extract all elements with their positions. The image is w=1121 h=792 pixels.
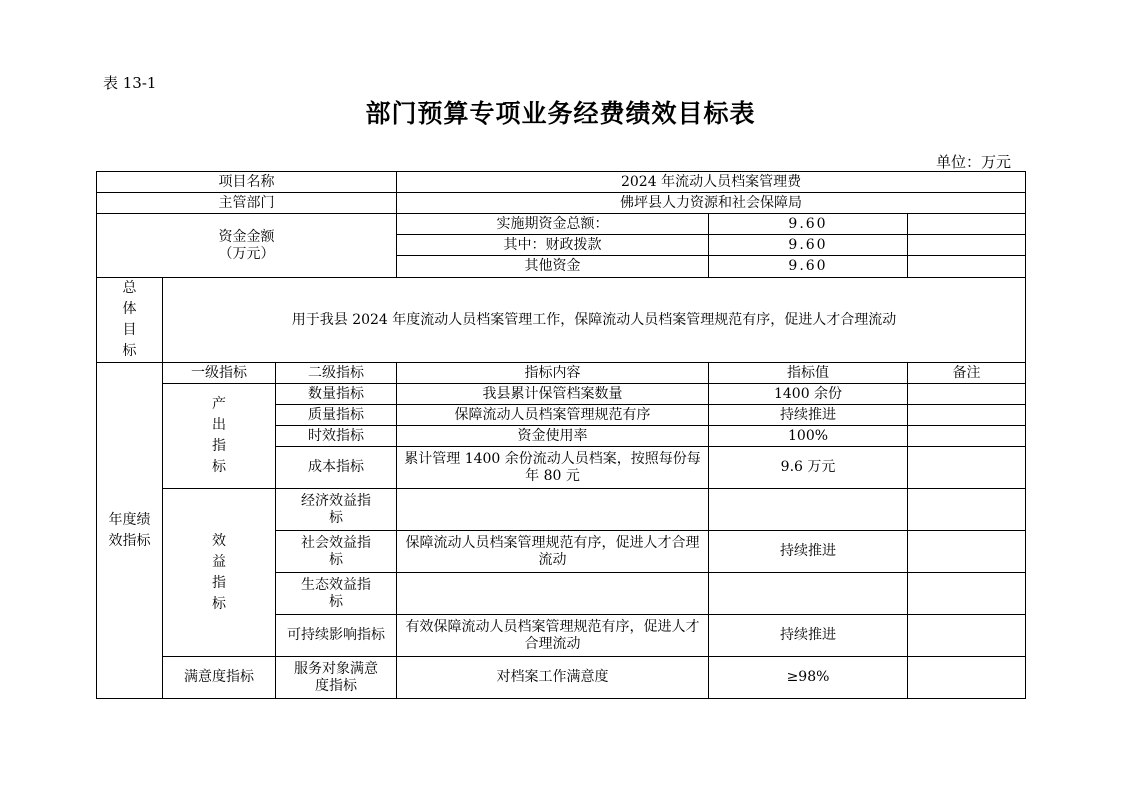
benefit-remark (908, 531, 1026, 573)
annual-label: 年度绩效指标 (108, 511, 151, 549)
satisfaction-value: ≥98% (709, 657, 908, 699)
satisfaction-content: 对档案工作满意度 (397, 657, 709, 699)
goal-row (97, 278, 1026, 363)
goal-label: 总体目标 (122, 280, 137, 359)
header-value: 指标值 (709, 363, 908, 384)
benefit-value: 持续推进 (709, 615, 908, 657)
goal-text: 用于我县 2024 年度流动人员档案管理工作，保障流动人员档案管理规范有序，促进人才合理流动 (163, 278, 1026, 363)
funds-other-label: 其他资金 (397, 256, 709, 278)
output-level2: 时效指标 (276, 426, 397, 447)
output-value: 100% (709, 426, 908, 447)
satisfaction-level2 (276, 657, 397, 699)
header-level2: 二级指标 (276, 363, 397, 384)
benefit-content (397, 573, 709, 615)
benefit-remark (908, 573, 1026, 615)
benefit-level2-text: 社会效益指标 (301, 534, 371, 568)
funds-total-value: 9.60 (709, 214, 908, 235)
funds-fiscal-label: 其中：财政拨款 (397, 235, 709, 256)
satisfaction-row (97, 657, 1026, 699)
funds-fiscal-blank (908, 235, 1026, 256)
output-content: 保障流动人员档案管理规范有序 (397, 405, 709, 426)
project-name-row (97, 172, 1026, 193)
dept-row (97, 193, 1026, 214)
funds-label: 资金金额 (218, 228, 275, 245)
funds-total-label: 实施期资金总额： (397, 214, 709, 235)
output-content: 累计管理 1400 余份流动人员档案，按照每份每年 80 元 (397, 447, 709, 489)
funds-label-cell (97, 214, 397, 278)
annual-label-cell (97, 363, 163, 699)
output-value: 持续推进 (709, 405, 908, 426)
output-remark (908, 405, 1026, 426)
performance-table (96, 171, 1026, 699)
benefit-value: 持续推进 (709, 531, 908, 573)
project-name-value: 2024 年流动人员档案管理费 (397, 172, 1026, 193)
benefit-content: 有效保障流动人员档案管理规范有序，促进人才合理流动 (397, 615, 709, 657)
benefit-remark (908, 489, 1026, 531)
output-row-quantity (97, 384, 1026, 405)
satisfaction-label: 满意度指标 (163, 657, 276, 699)
benefit-level2 (276, 573, 397, 615)
benefit-level2-text: 经济效益指标 (301, 492, 371, 526)
output-remark (908, 384, 1026, 405)
output-content: 我县累计保管档案数量 (397, 384, 709, 405)
header-remark: 备注 (908, 363, 1026, 384)
benefit-remark (908, 615, 1026, 657)
output-level2: 成本指标 (276, 447, 397, 489)
funds-label-unit: （万元） (218, 245, 275, 262)
output-remark (908, 426, 1026, 447)
funds-fiscal-value: 9.60 (709, 235, 908, 256)
output-label-cell (163, 384, 276, 489)
dept-label: 主管部门 (97, 193, 397, 214)
output-level2: 质量指标 (276, 405, 397, 426)
output-level2: 数量指标 (276, 384, 397, 405)
satisfaction-remark (908, 657, 1026, 699)
table-number: 表 13-1 (103, 74, 157, 92)
output-value: 9.6 万元 (709, 447, 908, 489)
funds-other-blank (908, 256, 1026, 278)
indicator-header-row (97, 363, 1026, 384)
benefit-label: 效益指标 (212, 532, 226, 612)
unit-label: 单位：万元 (936, 153, 1012, 171)
benefit-content: 保障流动人员档案管理规范有序，促进人才合理流动 (397, 531, 709, 573)
page-title: 部门预算专项业务经费绩效目标表 (365, 99, 756, 128)
goal-label-cell (97, 278, 163, 363)
benefit-value (709, 489, 908, 531)
benefit-level2-text: 生态效益指标 (301, 576, 371, 610)
benefit-row-economic (97, 489, 1026, 531)
satisfaction-level2-text: 服务对象满意度指标 (294, 660, 378, 694)
output-remark (908, 447, 1026, 489)
benefit-level2 (276, 615, 397, 657)
funds-total-blank (908, 214, 1026, 235)
benefit-level2 (276, 531, 397, 573)
benefit-label-cell (163, 489, 276, 657)
project-name-label: 项目名称 (97, 172, 397, 193)
header-content: 指标内容 (397, 363, 709, 384)
output-value: 1400 余份 (709, 384, 908, 405)
funds-total-row (97, 214, 1026, 235)
benefit-level2 (276, 489, 397, 531)
header-level1: 一级指标 (163, 363, 276, 384)
benefit-level2-text: 可持续影响指标 (287, 627, 385, 643)
funds-other-value: 9.60 (709, 256, 908, 278)
dept-value: 佛坪县人力资源和社会保障局 (397, 193, 1026, 214)
benefit-content (397, 489, 709, 531)
output-label: 产出指标 (212, 396, 226, 475)
output-content: 资金使用率 (397, 426, 709, 447)
benefit-value (709, 573, 908, 615)
